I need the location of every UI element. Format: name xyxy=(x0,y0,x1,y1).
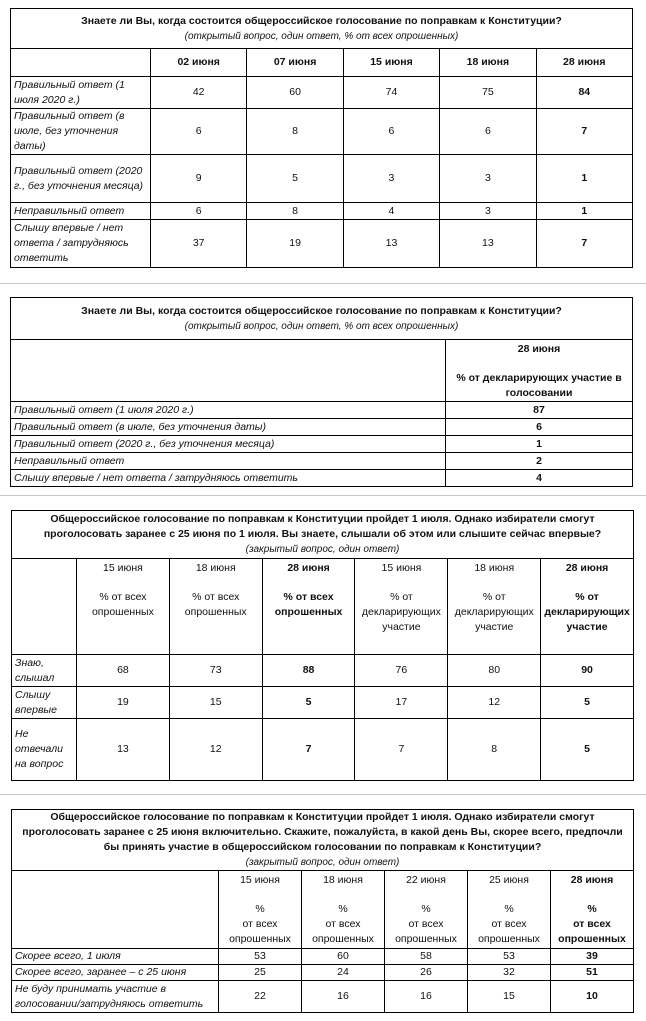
cell: 1 xyxy=(446,436,633,453)
cell: 3 xyxy=(440,155,536,203)
col-header xyxy=(355,559,448,655)
col-date: 15 июня xyxy=(103,562,143,574)
cell: 68 xyxy=(77,655,170,687)
cell: 12 xyxy=(169,719,262,781)
col-sub: % от всех опрошенных xyxy=(91,591,154,618)
col-sub: от всех опрошенных xyxy=(558,918,626,945)
cell: 6 xyxy=(446,419,633,436)
cell: 7 xyxy=(536,109,632,155)
row-label: Знаю, слышал xyxy=(12,655,77,687)
cell: 51 xyxy=(551,965,634,981)
subtitle-text: (закрытый вопрос, один ответ) xyxy=(245,857,400,868)
col-header xyxy=(468,871,551,949)
cell: 5 xyxy=(541,719,634,781)
table-row xyxy=(12,655,634,687)
col-date: 18 июня xyxy=(323,874,363,886)
cell: 5 xyxy=(541,687,634,719)
col-pct: % xyxy=(255,903,265,915)
row-label: Правильный ответ (1 июля 2020 г.) xyxy=(11,402,446,419)
table-row xyxy=(11,155,633,203)
col-pct: % xyxy=(587,903,597,915)
col-sub: % от декларирующих участие xyxy=(454,591,534,633)
row-label: Правильный ответ (в июле, без уточнения даты) xyxy=(11,419,446,436)
table-row xyxy=(12,719,634,781)
cell: 8 xyxy=(247,109,343,155)
cell: 37 xyxy=(151,220,247,268)
col-header xyxy=(302,871,385,949)
cell: 6 xyxy=(151,203,247,220)
table-row xyxy=(11,109,633,155)
col-sub: % от декларирующих участие xyxy=(544,591,630,633)
subtitle-text: (открытый вопрос, один ответ, % от всех опрошенных) xyxy=(184,320,459,332)
title-text: Общероссийское голосование по поправкам к Конституции пройдет 1 июля. Однако избиратели смогут проголосовать заранее с 25 июня включительно. Скажите, пожалуйста, в какой день Вы, скорее всего, предпочли бы принять участие в общероссийском голосовании по поправкам к Конституции? xyxy=(22,811,623,853)
cell: 19 xyxy=(247,220,343,268)
col-sub: % от декларирующих участие в голосовании xyxy=(456,372,622,399)
cell: 17 xyxy=(355,687,448,719)
col-header: 28 июня xyxy=(536,49,632,77)
cell: 7 xyxy=(355,719,448,781)
cell: 2 xyxy=(446,453,633,470)
col-header xyxy=(448,559,541,655)
cell: 76 xyxy=(355,655,448,687)
table-row xyxy=(11,402,633,419)
col-date: 25 июня xyxy=(489,874,529,886)
cell: 15 xyxy=(468,981,551,1013)
row-label: Не буду принимать участие в голосовании/затрудняюсь ответить xyxy=(12,981,219,1013)
cell: 39 xyxy=(551,949,634,965)
col-sub: от всех опрошенных xyxy=(395,918,457,945)
cell: 15 xyxy=(169,687,262,719)
cell: 7 xyxy=(262,719,355,781)
cell: 7 xyxy=(536,220,632,268)
col-header: 07 июня xyxy=(247,49,343,77)
title-text: Общероссийское голосование по поправкам к Конституции пройдет 1 июля. Однако избиратели смогут проголосовать заранее с 25 июня по 1 июля. Вы знаете, слышали об этом или слышите сейчас впервые? xyxy=(43,513,602,540)
table-title xyxy=(12,511,634,559)
cell: 13 xyxy=(440,220,536,268)
cell: 24 xyxy=(302,965,385,981)
col-header: 18 июня xyxy=(440,49,536,77)
cell: 75 xyxy=(440,77,536,109)
cell: 84 xyxy=(536,77,632,109)
row-label: Слышу впервые / нет ответа / затрудняюсь ответить xyxy=(11,470,446,487)
cell: 5 xyxy=(262,687,355,719)
corner-cell xyxy=(11,49,151,77)
col-sub: от всех опрошенных xyxy=(312,918,374,945)
cell: 6 xyxy=(151,109,247,155)
corner-cell xyxy=(12,559,77,655)
cell: 12 xyxy=(448,687,541,719)
col-header: 15 июня xyxy=(343,49,439,77)
row-label: Правильный ответ (2020 г., без уточнения месяца) xyxy=(11,436,446,453)
cell: 60 xyxy=(302,949,385,965)
table-row xyxy=(11,220,633,268)
row-label: Правильный ответ (2020 г., без уточнения месяца) xyxy=(11,155,151,203)
table-row xyxy=(11,470,633,487)
cell: 58 xyxy=(385,949,468,965)
col-date: 28 июня xyxy=(565,562,609,574)
title-text: Знаете ли Вы, когда состоится общероссийское голосование по поправкам к Конституции? xyxy=(81,14,562,27)
cell: 87 xyxy=(446,402,633,419)
table-title xyxy=(11,9,633,49)
row-label: Скорее всего, заранее – с 25 июня xyxy=(12,965,219,981)
col-pct: % xyxy=(504,903,514,915)
cell: 4 xyxy=(446,470,633,487)
col-date: 15 июня xyxy=(381,562,422,574)
col-header xyxy=(219,871,302,949)
cell: 53 xyxy=(219,949,302,965)
table-title xyxy=(11,298,633,340)
table-early-voting-awareness xyxy=(11,510,634,781)
cell: 32 xyxy=(468,965,551,981)
col-header xyxy=(77,559,170,655)
cell: 1 xyxy=(536,203,632,220)
table-row xyxy=(12,981,634,1013)
cell: 74 xyxy=(343,77,439,109)
cell: 19 xyxy=(77,687,170,719)
col-date: 28 июня xyxy=(570,874,614,886)
table-row xyxy=(11,77,633,109)
col-pct: % xyxy=(421,903,431,915)
cell: 8 xyxy=(247,203,343,220)
col-date: 28 июня xyxy=(517,343,561,355)
col-sub: % от всех опрошенных xyxy=(184,591,247,618)
separator-line xyxy=(0,283,646,284)
col-date: 22 июня xyxy=(406,874,446,886)
table-preferred-voting-day xyxy=(11,809,634,1013)
cell: 8 xyxy=(448,719,541,781)
col-header xyxy=(385,871,468,949)
cell: 22 xyxy=(219,981,302,1013)
cell: 4 xyxy=(343,203,439,220)
subtitle-text: (закрытый вопрос, один ответ) xyxy=(245,544,400,555)
col-sub: % от декларирующих участие xyxy=(361,591,441,633)
col-date: 18 июня xyxy=(474,562,515,574)
row-label: Неправильный ответ xyxy=(11,453,446,470)
separator-line xyxy=(0,495,646,496)
cell: 26 xyxy=(385,965,468,981)
col-pct: % xyxy=(338,903,348,915)
cell: 6 xyxy=(440,109,536,155)
cell: 88 xyxy=(262,655,355,687)
col-date: 18 июня xyxy=(195,562,236,574)
col-date: 28 июня xyxy=(287,562,330,574)
cell: 80 xyxy=(448,655,541,687)
table-awareness-declared xyxy=(10,297,633,487)
cell: 3 xyxy=(343,155,439,203)
col-header xyxy=(169,559,262,655)
cell: 13 xyxy=(343,220,439,268)
col-header xyxy=(446,340,633,402)
table-row xyxy=(11,436,633,453)
cell: 13 xyxy=(77,719,170,781)
table-row xyxy=(12,687,634,719)
col-header xyxy=(262,559,355,655)
table-row xyxy=(11,203,633,220)
cell: 53 xyxy=(468,949,551,965)
table-title xyxy=(12,810,634,871)
col-sub: от всех опрошенных xyxy=(478,918,540,945)
col-sub: % от всех опрошенных xyxy=(274,591,343,618)
cell: 6 xyxy=(343,109,439,155)
col-header xyxy=(551,871,634,949)
table-row xyxy=(12,949,634,965)
row-label: Правильный ответ (в июле, без уточнения даты) xyxy=(11,109,151,155)
cell: 10 xyxy=(551,981,634,1013)
row-label: Правильный ответ (1 июля 2020 г.) xyxy=(11,77,151,109)
cell: 5 xyxy=(247,155,343,203)
row-label: Неправильный ответ xyxy=(11,203,151,220)
row-label: Скорее всего, 1 июля xyxy=(12,949,219,965)
cell: 9 xyxy=(151,155,247,203)
col-header: 02 июня xyxy=(151,49,247,77)
cell: 16 xyxy=(385,981,468,1013)
title-text: Знаете ли Вы, когда состоится общероссийское голосование по поправкам к Конституции? xyxy=(81,304,562,317)
corner-cell xyxy=(11,340,446,402)
cell: 25 xyxy=(219,965,302,981)
table-row xyxy=(11,419,633,436)
table-row xyxy=(11,453,633,470)
col-sub: от всех опрошенных xyxy=(229,918,291,945)
cell: 42 xyxy=(151,77,247,109)
cell: 3 xyxy=(440,203,536,220)
row-label: Не отвечали на вопрос xyxy=(12,719,77,781)
cell: 16 xyxy=(302,981,385,1013)
cell: 90 xyxy=(541,655,634,687)
subtitle-text: (открытый вопрос, один ответ, % от всех опрошенных) xyxy=(184,30,459,42)
cell: 1 xyxy=(536,155,632,203)
table-row xyxy=(12,965,634,981)
cell: 60 xyxy=(247,77,343,109)
table-awareness-dates xyxy=(10,8,633,268)
cell: 73 xyxy=(169,655,262,687)
row-label: Слышу впервые xyxy=(12,687,77,719)
col-header xyxy=(541,559,634,655)
col-date: 15 июня xyxy=(240,874,280,886)
row-label: Слышу впервые / нет ответа / затрудняюсь ответить xyxy=(11,220,151,268)
corner-cell xyxy=(12,871,219,949)
separator-line xyxy=(0,794,646,795)
